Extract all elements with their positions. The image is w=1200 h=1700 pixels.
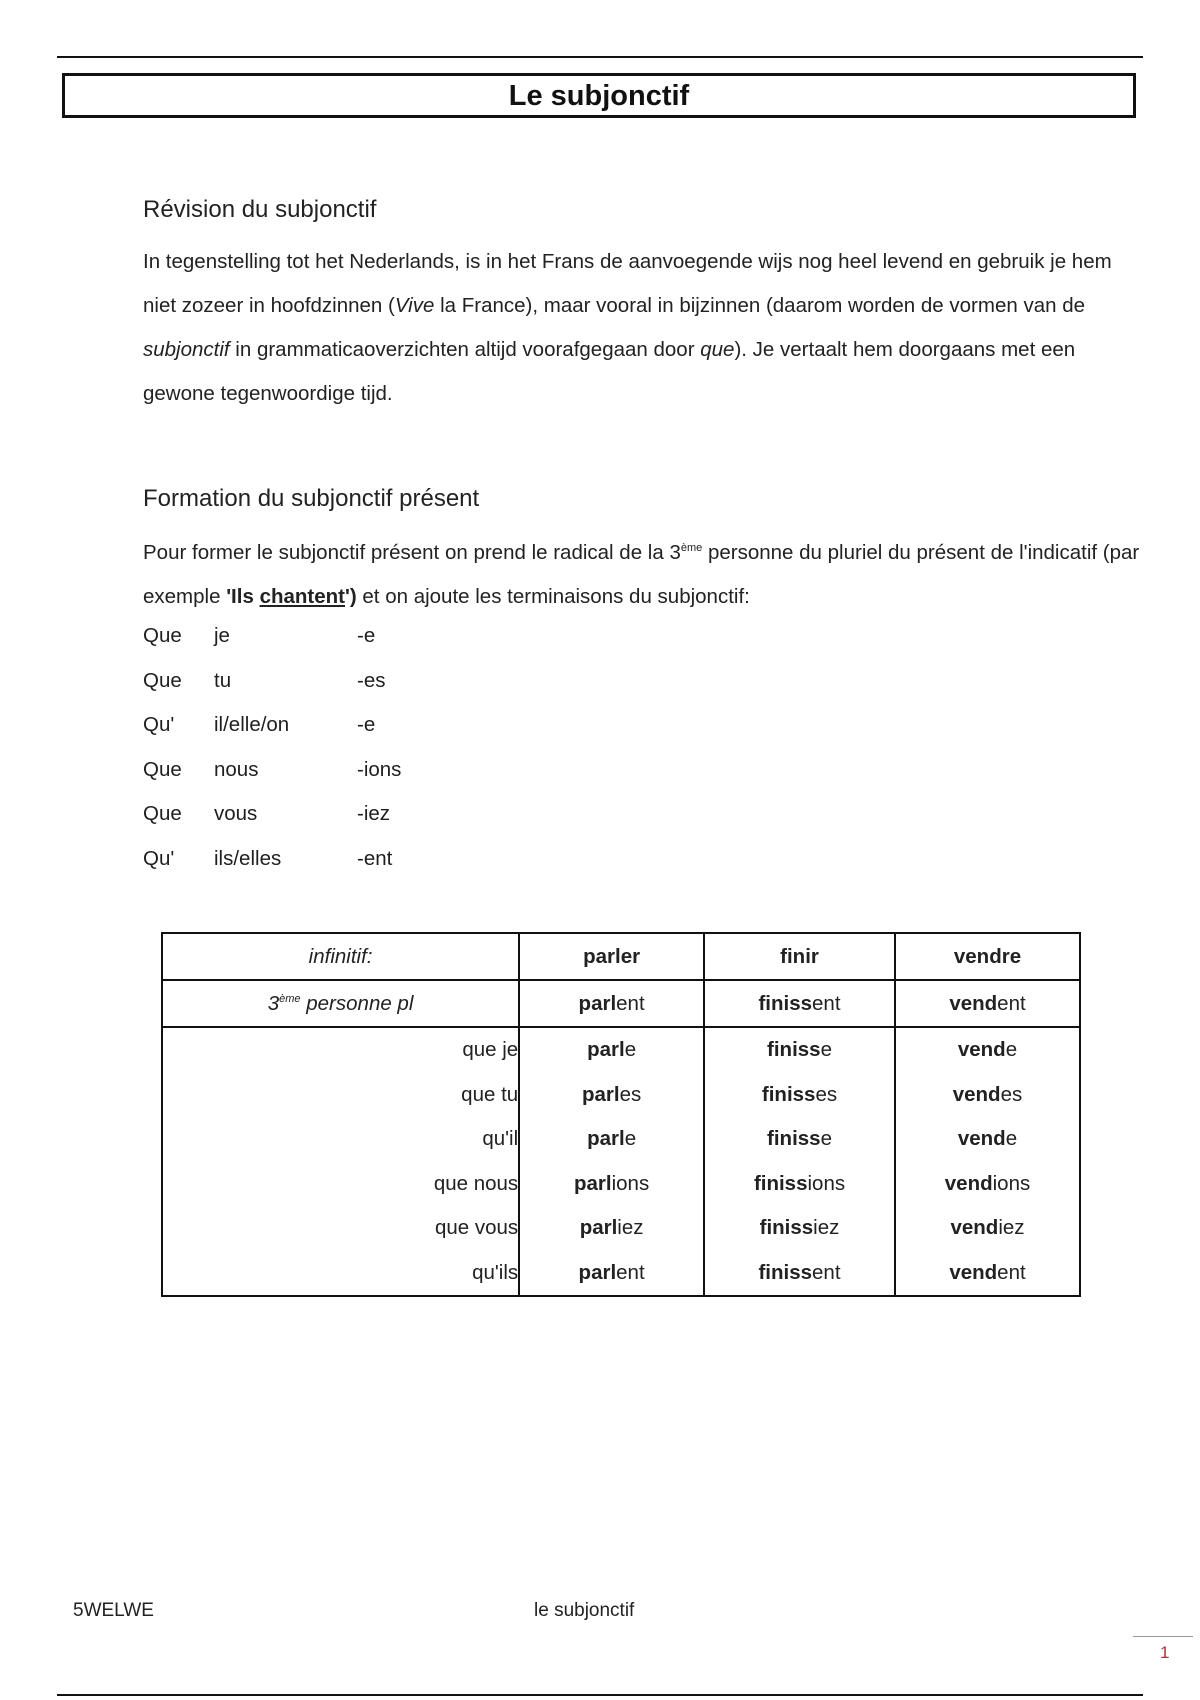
conj-ending: -ent [357,846,393,870]
pronoun-label: qu'ils [472,1260,519,1284]
bottom-rule [57,1694,1143,1696]
third-plural-cell [704,980,895,1027]
table-row-third-plural [162,980,1080,1027]
stem: parl [587,1127,625,1150]
revision-paragraph [143,240,1143,416]
third-plural-cell [895,980,1080,1027]
ending: e [1005,1038,1018,1061]
text-run-underline: chantent [259,584,345,608]
conj-pronoun: ils/elles [214,846,282,870]
stem: finiss [767,1038,821,1061]
conj-que: Que [143,757,182,781]
stem: finiss [759,1216,814,1239]
verb-infinitive: finir [780,944,819,968]
stem: vend [949,1260,998,1284]
ending: iez [998,1216,1025,1239]
conj-ending: -e [357,713,376,736]
conj-ending: -iez [357,802,391,825]
conj-pronoun: il/elle/on [214,713,290,736]
ending: e [820,1038,832,1061]
verb-form [896,1206,1079,1251]
ending: e [820,1127,832,1150]
verb-form [520,1073,703,1118]
formation-paragraph [143,526,1143,619]
stem: finiss [758,1260,813,1284]
infinitive-cell [519,933,704,980]
verb-form [896,1028,1079,1073]
verb-form [705,1073,894,1118]
ending: e [1005,1127,1018,1150]
verb-form [896,1251,1079,1296]
text-run: personne pl [300,991,414,1015]
text-run: la France), maar vooral in bijzinnen (daarom worden de vormen van de [434,294,1085,317]
ending: es [619,1082,642,1106]
infinitif-label-cell [162,933,519,980]
text-run: personne du pluriel du présent de l'indicatif (par exemple [143,540,1140,608]
stem: parl [581,1082,620,1106]
ending: es [815,1082,838,1106]
conj-ending: -e [357,624,376,647]
stem: parl [579,1216,618,1239]
conj-que: Qu' [143,713,175,736]
stem: vend [957,1038,1006,1061]
ending: ent [812,991,841,1015]
ending: es [1000,1082,1023,1106]
conj-que: Que [143,802,182,825]
text-run: in grammaticaoverzichten altijd voorafgegaan door [229,338,701,361]
conj-pronoun: vous [214,802,258,825]
ending: ions [992,1171,1031,1195]
stem: parl [578,991,617,1015]
list-item [143,659,477,704]
verb-form [520,1162,703,1207]
conjugation-list [143,614,477,881]
infinitif-label: infinitif: [308,944,373,968]
text-run: et on ajoute les terminaisons du subjonctif: [356,584,750,608]
pronoun-label: que nous [433,1171,519,1195]
pronoun-label: que vous [434,1216,519,1239]
stem: vend [952,1082,1001,1106]
verb-infinitive: vendre [953,944,1022,968]
top-rule [57,56,1143,58]
example-bold [226,585,357,608]
ending: iez [813,1216,840,1239]
text-run: Pour former le subjonctif présent on prend le radical de la 3 [143,540,681,564]
page-title: Le subjonctif [62,73,1136,118]
table-row-forms [162,1027,1080,1296]
stem: finiss [761,1082,816,1106]
verb-form [520,1206,703,1251]
ending: e [624,1038,637,1061]
stem: parl [573,1171,612,1195]
verb-form [705,1117,894,1162]
third-plural-label-cell [162,980,519,1027]
ending: e [624,1127,637,1150]
conj-pronoun: nous [214,757,259,781]
text-run: In tegenstelling tot het Nederlands, is in het Frans de aanvoegende wijs nog heel levend en gebruik je hem niet zozeer in hoofdzinnen ( [143,250,1112,317]
text-run-italic: subjonctif [143,338,230,361]
conj-que: Que [143,668,182,692]
ending: ent [616,1260,645,1284]
stem: parl [578,1260,617,1284]
verb-infinitive: parler [583,944,641,968]
list-item [143,792,477,837]
verb-form [705,1251,894,1296]
stem: finiss [753,1171,808,1195]
stem: finiss [767,1127,821,1150]
pronoun-label: que tu [461,1082,519,1106]
third-plural-cell [519,980,704,1027]
text-run: ). Je vertaalt hem doorgaans met een gewone tegenwoordige tijd. [143,338,1076,405]
ending: ent [997,1260,1026,1284]
page-number-rule [1133,1636,1193,1637]
conj-ending: -ions [357,757,402,781]
ending: ent [616,991,645,1015]
infinitive-cell [704,933,895,980]
pronoun-column [162,1027,519,1296]
section-heading-revision: Révision du subjonctif [143,196,377,223]
page-number: 1 [1160,1643,1170,1662]
verb-form [896,1162,1079,1207]
verb-form [705,1028,894,1073]
verb-form [896,1117,1079,1162]
list-item [143,837,477,882]
table-row-infinitive [162,933,1080,980]
pronoun-label: qu'il [482,1127,519,1150]
section-heading-formation: Formation du subjonctif présent [143,485,480,512]
conj-que: Que [143,624,182,647]
verb-form [520,1117,703,1162]
ending: ent [997,991,1026,1015]
conj-que: Qu' [143,846,175,870]
infinitive-cell [895,933,1080,980]
conj-pronoun: je [214,624,230,647]
pronoun-label: que je [462,1038,519,1061]
verb-form [520,1028,703,1073]
stem: finiss [758,991,813,1015]
ending: iez [617,1216,644,1239]
third-plural-label [268,992,414,1015]
stem: vend [950,1216,999,1239]
verb-form [705,1162,894,1207]
text-run-italic: que [700,338,735,361]
superscript: ème [279,992,301,1005]
forms-column-finir [704,1027,895,1296]
verb-form [705,1206,894,1251]
verb-form [896,1073,1079,1118]
forms-column-parler [519,1027,704,1296]
footer-center: le subjonctif [534,1600,635,1621]
text-run-italic: Vive [394,294,435,317]
list-item [143,703,477,748]
text-run-bold: 'Ils [226,584,260,608]
list-item [143,614,477,659]
forms-column-vendre [895,1027,1080,1296]
footer-left: 5WELWE [73,1600,154,1621]
conj-pronoun: tu [214,668,232,692]
text-run: 3 [267,991,280,1015]
superscript: ème [680,542,703,554]
conjugation-table [161,932,1081,1297]
text-run-bold: ') [345,584,357,608]
stem: vend [949,991,998,1015]
ending: ent [812,1260,841,1284]
stem: vend [944,1171,993,1195]
list-item [143,748,477,793]
verb-form [520,1251,703,1296]
conj-ending: -es [357,668,386,692]
stem: parl [587,1038,625,1061]
stem: vend [957,1127,1006,1150]
ending: ions [611,1171,650,1195]
ending: ions [807,1171,846,1195]
